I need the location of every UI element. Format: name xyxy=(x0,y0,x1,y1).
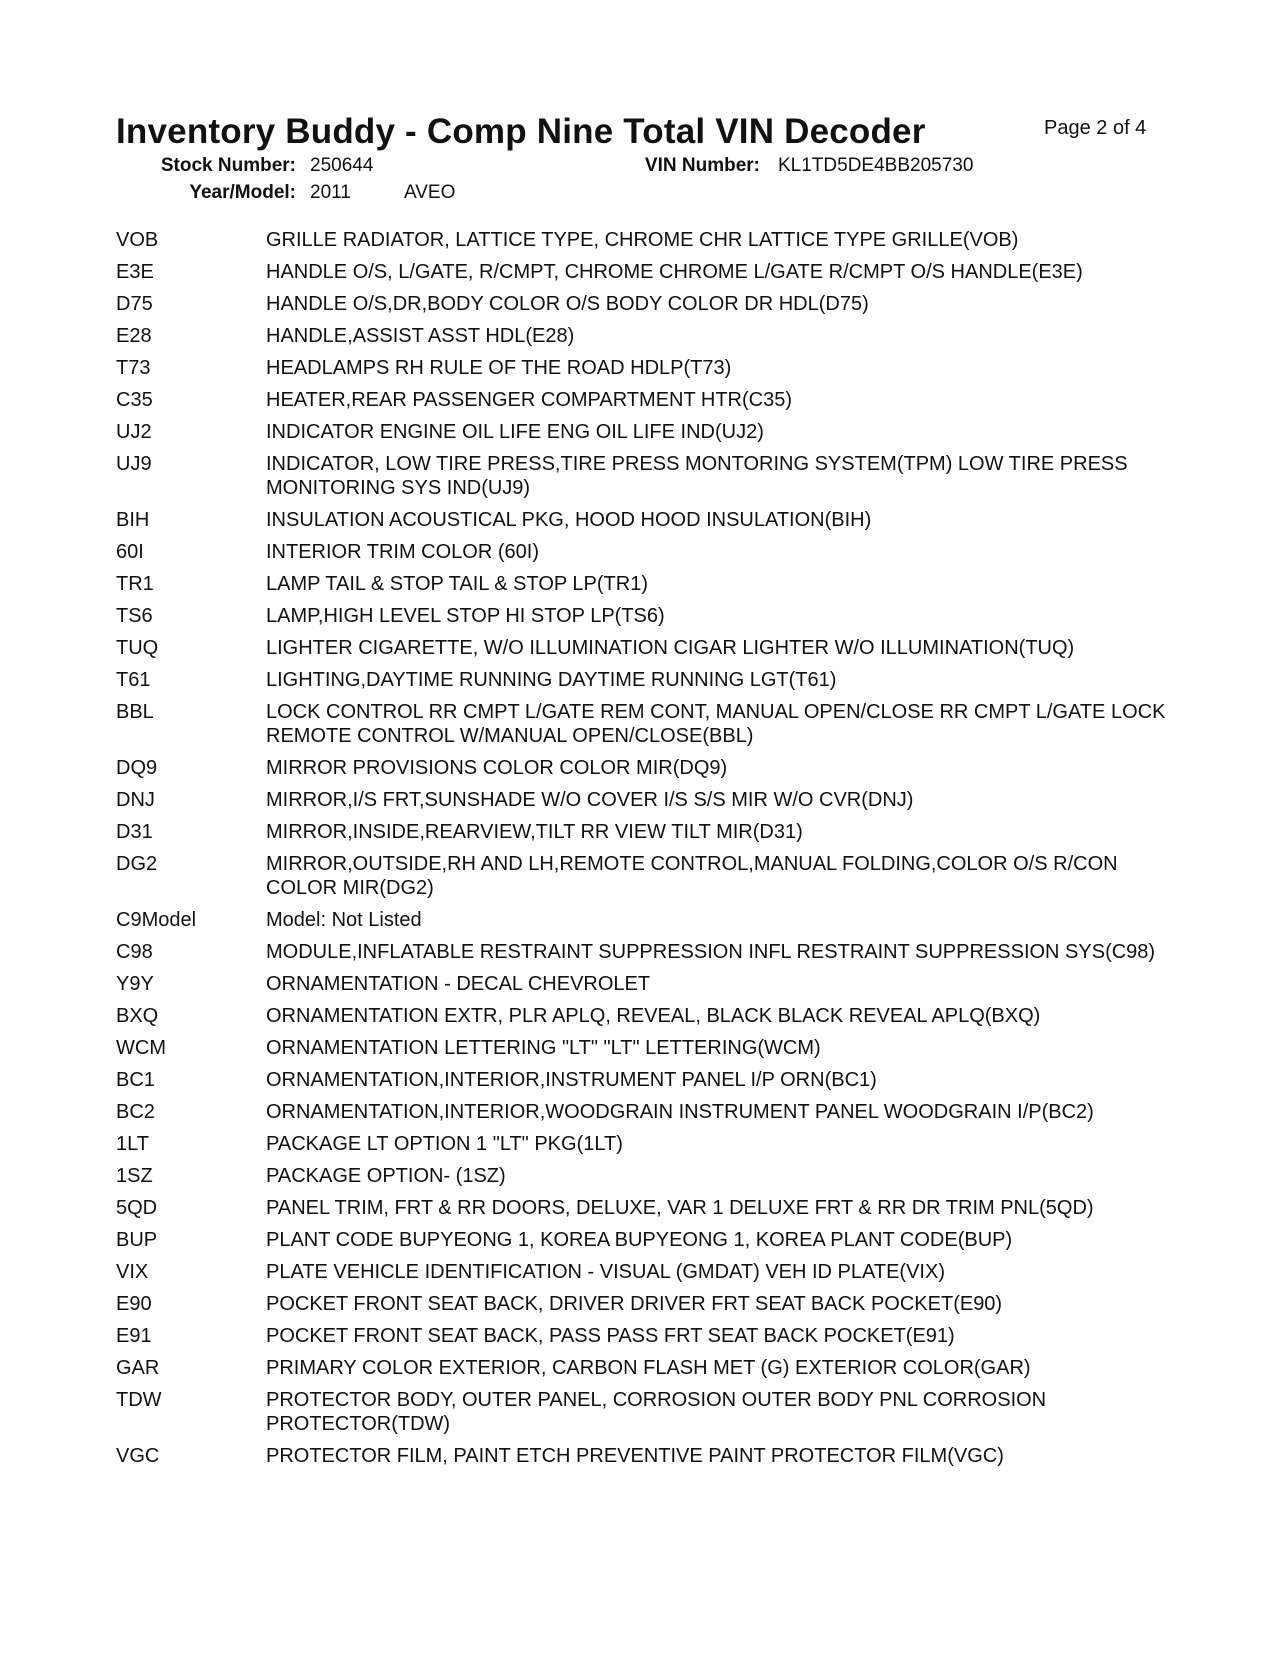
option-row xyxy=(116,1356,1176,1380)
option-code: TDW xyxy=(116,1389,162,1411)
option-description: HANDLE,ASSIST ASST HDL(E28) xyxy=(266,325,575,347)
option-code: BUP xyxy=(116,1229,158,1251)
option-description: LIGHTER CIGARETTE, W/O ILLUMINATION CIGAR LIGHTER W/O ILLUMINATION(TUQ) xyxy=(266,637,1075,659)
option-description: INTERIOR TRIM COLOR (60I) xyxy=(266,541,539,563)
option-description: HANDLE O/S, L/GATE, R/CMPT, CHROME CHROME L/GATE R/CMPT O/S HANDLE(E3E) xyxy=(266,261,1083,283)
option-code: WCM xyxy=(116,1037,166,1059)
option-row xyxy=(116,972,1176,996)
option-row xyxy=(116,324,1176,348)
option-code: VOB xyxy=(116,229,159,251)
option-description: HEATER,REAR PASSENGER COMPARTMENT HTR(C35) xyxy=(266,389,792,411)
option-description: Model: Not Listed xyxy=(266,909,422,931)
option-description: PLATE VEHICLE IDENTIFICATION - VISUAL (GMDAT) VEH ID PLATE(VIX) xyxy=(266,1261,945,1283)
option-row xyxy=(116,788,1176,812)
option-description: PRIMARY COLOR EXTERIOR, CARBON FLASH MET (G) EXTERIOR COLOR(GAR) xyxy=(266,1357,1031,1379)
option-description: LOCK CONTROL RR CMPT L/GATE REM CONT, MANUAL OPEN/CLOSE RR CMPT L/GATE LOCK REMOTE CONTROL W/MANUAL OPEN/CLOSE(BBL) xyxy=(266,701,1166,747)
option-description: PACKAGE OPTION- (1SZ) xyxy=(266,1165,506,1187)
option-code: DQ9 xyxy=(116,757,158,779)
option-description: ORNAMENTATION LETTERING "LT" "LT" LETTERING(WCM) xyxy=(266,1037,821,1059)
option-row xyxy=(116,1260,1176,1284)
option-description: PACKAGE LT OPTION 1 "LT" PKG(1LT) xyxy=(266,1133,623,1155)
option-row xyxy=(116,852,1176,900)
option-code: 1SZ xyxy=(116,1165,153,1187)
option-code: TR1 xyxy=(116,573,154,595)
option-description: HEADLAMPS RH RULE OF THE ROAD HDLP(T73) xyxy=(266,357,732,379)
option-row xyxy=(116,668,1176,692)
year-value: 2011 xyxy=(310,182,351,203)
option-row xyxy=(116,636,1176,660)
option-code: DG2 xyxy=(116,853,158,875)
option-description: PROTECTOR FILM, PAINT ETCH PREVENTIVE PAINT PROTECTOR FILM(VGC) xyxy=(266,1445,1004,1467)
option-code: C35 xyxy=(116,389,153,411)
vin-number-label: VIN Number: xyxy=(644,155,760,176)
option-row xyxy=(116,1444,1176,1468)
page-number: Page 2 of 4 xyxy=(1044,117,1147,139)
option-code: C98 xyxy=(116,941,153,963)
option-description: ORNAMENTATION,INTERIOR,INSTRUMENT PANEL I/P ORN(BC1) xyxy=(266,1069,877,1091)
option-description: MODULE,INFLATABLE RESTRAINT SUPPRESSION INFL RESTRAINT SUPPRESSION SYS(C98) xyxy=(266,941,1156,963)
option-description: INSULATION ACOUSTICAL PKG, HOOD HOOD INSULATION(BIH) xyxy=(266,509,872,531)
option-description: POCKET FRONT SEAT BACK, PASS PASS FRT SEAT BACK POCKET(E91) xyxy=(266,1325,955,1347)
option-row xyxy=(116,1324,1176,1348)
option-description: ORNAMENTATION,INTERIOR,WOODGRAIN INSTRUMENT PANEL WOODGRAIN I/P(BC2) xyxy=(266,1101,1094,1123)
option-code: E90 xyxy=(116,1293,152,1315)
option-row xyxy=(116,452,1176,500)
option-row xyxy=(116,508,1176,532)
option-description: MIRROR,INSIDE,REARVIEW,TILT RR VIEW TILT MIR(D31) xyxy=(266,821,803,843)
option-row xyxy=(116,1292,1176,1316)
option-code: TUQ xyxy=(116,637,159,659)
option-row xyxy=(116,820,1176,844)
option-code-list xyxy=(116,228,1176,1476)
option-code: D75 xyxy=(116,293,153,315)
option-row xyxy=(116,356,1176,380)
option-description: LIGHTING,DAYTIME RUNNING DAYTIME RUNNING LGT(T61) xyxy=(266,669,837,691)
option-row xyxy=(116,260,1176,284)
option-description: PLANT CODE BUPYEONG 1, KOREA BUPYEONG 1, KOREA PLANT CODE(BUP) xyxy=(266,1229,1013,1251)
option-row xyxy=(116,1164,1176,1188)
stock-number-value: 250644 xyxy=(310,155,374,176)
option-description: MIRROR,OUTSIDE,RH AND LH,REMOTE CONTROL,MANUAL FOLDING,COLOR O/S R/CON COLOR MIR(DG2) xyxy=(266,853,1118,899)
option-code: DNJ xyxy=(116,789,155,811)
option-description: INDICATOR ENGINE OIL LIFE ENG OIL LIFE IND(UJ2) xyxy=(266,421,764,443)
option-description: ORNAMENTATION EXTR, PLR APLQ, REVEAL, BLACK BLACK REVEAL APLQ(BXQ) xyxy=(266,1005,1041,1027)
option-row xyxy=(116,1036,1176,1060)
option-code: D31 xyxy=(116,821,153,843)
option-row xyxy=(116,388,1176,412)
option-code: UJ9 xyxy=(116,453,152,475)
option-row xyxy=(116,228,1176,252)
page-title: Inventory Buddy - Comp Nine Total VIN Decoder xyxy=(116,112,926,151)
option-row xyxy=(116,1196,1176,1220)
option-code: UJ2 xyxy=(116,421,152,443)
option-code: 5QD xyxy=(116,1197,158,1219)
option-row xyxy=(116,540,1176,564)
option-row xyxy=(116,1004,1176,1028)
option-code: Y9Y xyxy=(116,973,154,995)
option-row xyxy=(116,756,1176,780)
option-row xyxy=(116,1228,1176,1252)
option-row xyxy=(116,604,1176,628)
option-description: LAMP,HIGH LEVEL STOP HI STOP LP(TS6) xyxy=(266,605,665,627)
option-code: C9Model xyxy=(116,909,197,931)
option-code: E91 xyxy=(116,1325,152,1347)
option-code: BC1 xyxy=(116,1069,155,1091)
option-description: PROTECTOR BODY, OUTER PANEL, CORROSION OUTER BODY PNL CORROSION PROTECTOR(TDW) xyxy=(266,1389,1047,1435)
option-description: POCKET FRONT SEAT BACK, DRIVER DRIVER FRT SEAT BACK POCKET(E90) xyxy=(266,1293,1003,1315)
vin-number-value: KL1TD5DE4BB205730 xyxy=(778,155,974,176)
option-row xyxy=(116,908,1176,932)
option-row xyxy=(116,292,1176,316)
option-code: TS6 xyxy=(116,605,153,627)
option-code: E28 xyxy=(116,325,152,347)
option-description: INDICATOR, LOW TIRE PRESS,TIRE PRESS MONTORING SYSTEM(TPM) LOW TIRE PRESS MONITORING SYS IND(UJ9) xyxy=(266,453,1128,499)
option-code: VIX xyxy=(116,1261,149,1283)
option-description: ORNAMENTATION - DECAL CHEVROLET xyxy=(266,973,651,995)
option-row xyxy=(116,420,1176,444)
option-code: BC2 xyxy=(116,1101,155,1123)
year-model-label: Year/Model: xyxy=(189,182,296,203)
option-row xyxy=(116,1100,1176,1124)
option-code: E3E xyxy=(116,261,154,283)
option-code: VGC xyxy=(116,1445,160,1467)
option-code: T73 xyxy=(116,357,151,379)
option-description: GRILLE RADIATOR, LATTICE TYPE, CHROME CHR LATTICE TYPE GRILLE(VOB) xyxy=(266,229,1019,251)
option-description: MIRROR PROVISIONS COLOR COLOR MIR(DQ9) xyxy=(266,757,728,779)
option-code: BBL xyxy=(116,701,154,723)
option-description: LAMP TAIL & STOP TAIL & STOP LP(TR1) xyxy=(266,573,649,595)
option-description: MIRROR,I/S FRT,SUNSHADE W/O COVER I/S S/S MIR W/O CVR(DNJ) xyxy=(266,789,914,811)
option-row xyxy=(116,940,1176,964)
option-row xyxy=(116,700,1176,748)
option-code: GAR xyxy=(116,1357,160,1379)
option-code: 60I xyxy=(116,541,144,563)
option-code: 1LT xyxy=(116,1133,149,1155)
option-row xyxy=(116,1068,1176,1092)
option-row xyxy=(116,1388,1176,1436)
model-value: AVEO xyxy=(404,182,456,203)
option-code: BXQ xyxy=(116,1005,159,1027)
option-row xyxy=(116,1132,1176,1156)
option-code: BIH xyxy=(116,509,150,531)
option-description: PANEL TRIM, FRT & RR DOORS, DELUXE, VAR 1 DELUXE FRT & RR DR TRIM PNL(5QD) xyxy=(266,1197,1094,1219)
stock-number-label: Stock Number: xyxy=(160,155,296,176)
option-code: T61 xyxy=(116,669,151,691)
option-row xyxy=(116,572,1176,596)
option-description: HANDLE O/S,DR,BODY COLOR O/S BODY COLOR DR HDL(D75) xyxy=(266,293,869,315)
